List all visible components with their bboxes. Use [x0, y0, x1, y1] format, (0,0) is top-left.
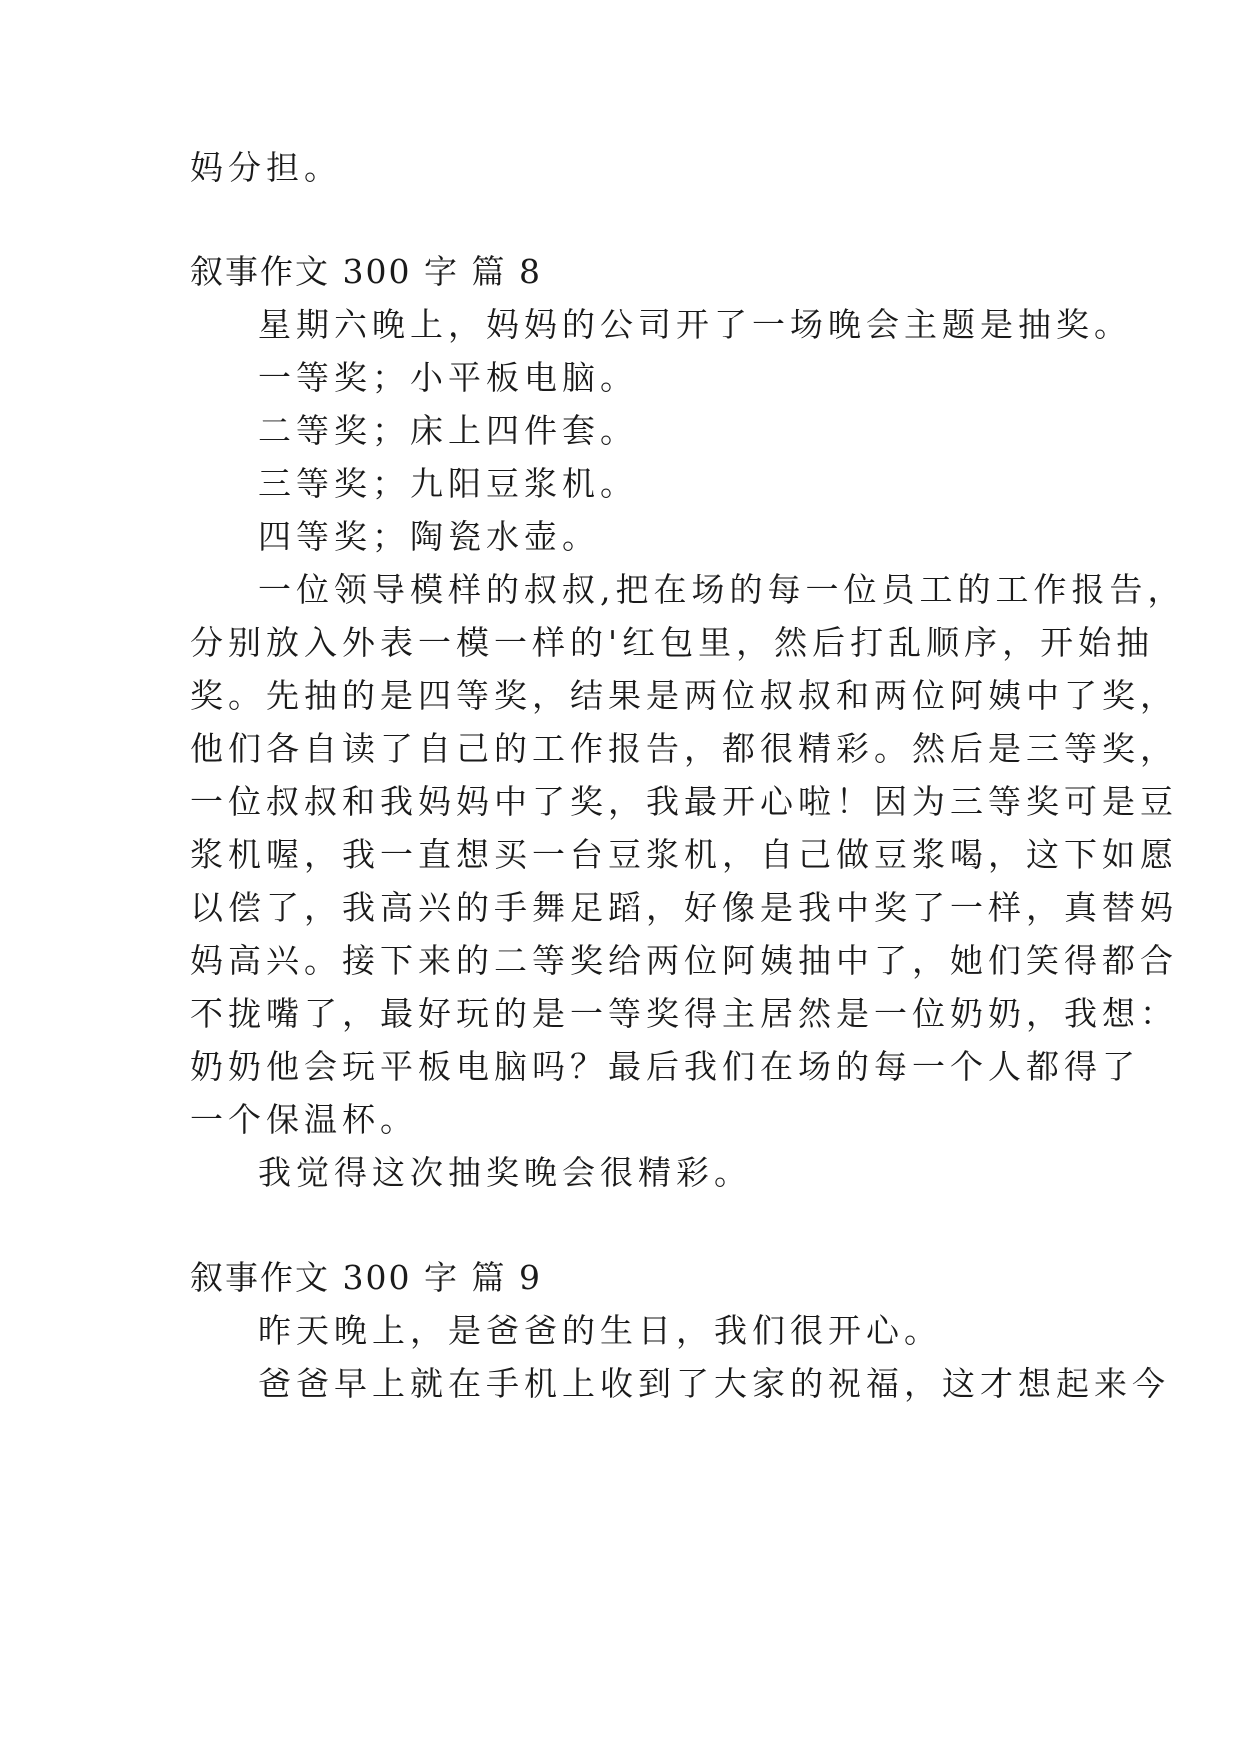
prize-second-line: 二等奖；床上四件套。: [258, 411, 638, 450]
paragraph-line: 爸爸早上就在手机上收到了大家的祝福，这才想起来今: [258, 1364, 1170, 1403]
paragraph-line: 以偿了，我高兴的手舞足蹈，好像是我中奖了一样，真替妈: [190, 888, 1178, 927]
paragraph-line: 一个保温杯。: [190, 1100, 418, 1139]
prize-third-line: 三等奖；九阳豆浆机。: [258, 464, 638, 503]
paragraph-line: 一位领导模样的叔叔,把在场的每一位员工的工作报告，: [258, 570, 1186, 609]
section-heading-8: 叙事作文 300 字 篇 8: [190, 252, 542, 291]
prize-fourth-line: 四等奖；陶瓷水壶。: [258, 517, 600, 556]
prize-first-line: 一等奖；小平板电脑。: [258, 358, 638, 397]
paragraph-line: 昨天晚上，是爸爸的生日，我们很开心。: [258, 1311, 942, 1350]
paragraph-line: 奖。先抽的是四等奖，结果是两位叔叔和两位阿姨中了奖，: [190, 676, 1178, 715]
paragraph-line: 一位叔叔和我妈妈中了奖，我最开心啦！因为三等奖可是豆: [190, 782, 1178, 821]
paragraph-line: 分别放入外表一模一样的'红包里，然后打乱顺序，开始抽: [190, 623, 1155, 662]
paragraph-line: 奶奶他会玩平板电脑吗？最后我们在场的每一个人都得了: [190, 1047, 1140, 1086]
paragraph-line: 浆机喔，我一直想买一台豆浆机，自己做豆浆喝，这下如愿: [190, 835, 1178, 874]
section-heading-9: 叙事作文 300 字 篇 9: [190, 1258, 542, 1297]
paragraph-line: 我觉得这次抽奖晚会很精彩。: [258, 1153, 752, 1192]
paragraph-line: 不拢嘴了，最好玩的是一等奖得主居然是一位奶奶，我想：: [190, 994, 1178, 1033]
continuation-line: 妈分担。: [190, 148, 342, 187]
paragraph-line: 妈高兴。接下来的二等奖给两位阿姨抽中了，她们笑得都合: [190, 941, 1178, 980]
paragraph-line: 他们各自读了自己的工作报告，都很精彩。然后是三等奖，: [190, 729, 1178, 768]
paragraph-line: 星期六晚上，妈妈的公司开了一场晚会主题是抽奖。: [258, 305, 1132, 344]
